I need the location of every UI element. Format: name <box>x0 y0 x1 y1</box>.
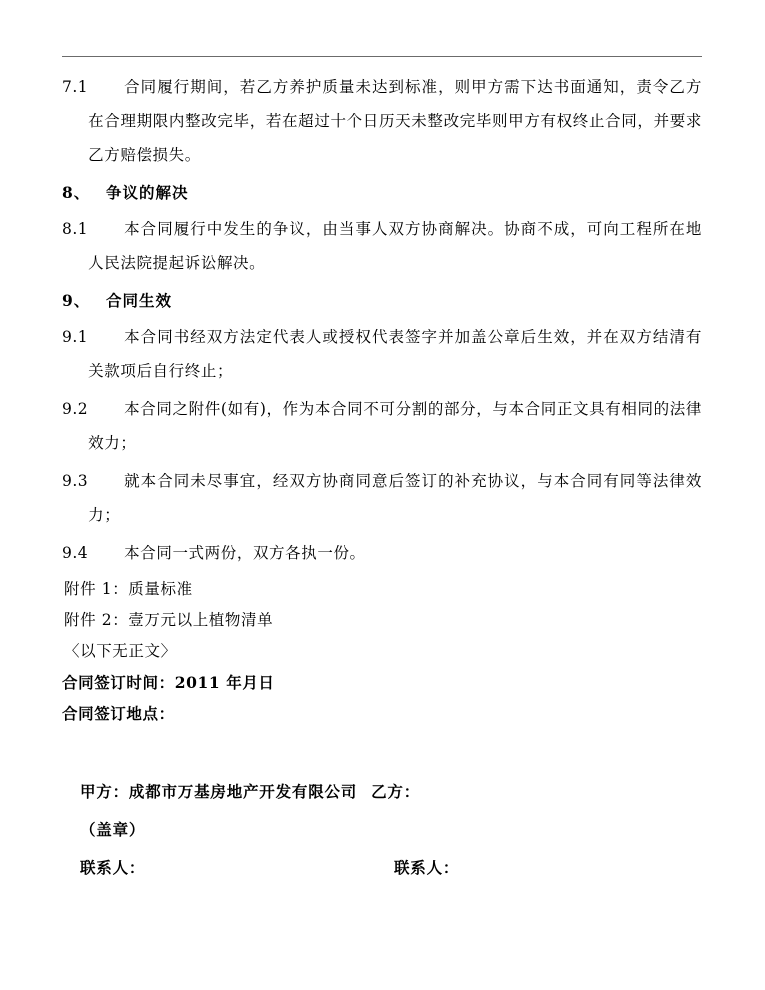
section-number: 9、 <box>62 291 91 310</box>
document-body <box>62 70 702 887</box>
contacts-row <box>62 849 702 887</box>
section-heading-8 <box>62 176 702 210</box>
paragraph-7-1 <box>62 70 702 172</box>
paragraph-9-1 <box>62 320 702 388</box>
attachment-line-1: 附件 1：质量标准 <box>64 580 193 598</box>
seal-note: （盖章） <box>80 820 146 839</box>
section-title: 争议的解决 <box>106 183 189 202</box>
seal-row <box>62 811 702 849</box>
paragraph-text: 本合同书经双方法定代表人或授权代表签字并加盖公章后生效，并在双方结清有关款项后自行终止； <box>88 328 702 380</box>
contact-a-label: 联系人： <box>80 858 146 877</box>
section-number: 8、 <box>62 183 91 202</box>
section-heading-9 <box>62 284 702 318</box>
paragraph-8-1 <box>62 212 702 280</box>
section-title: 合同生效 <box>106 291 173 310</box>
paragraph-9-4 <box>62 536 702 570</box>
paragraph-text: 本合同之附件(如有)，作为本合同不可分割的部分，与本合同正文具有相同的法律效力； <box>88 400 702 452</box>
paragraph-text: 合同履行期间，若乙方养护质量未达到标准，则甲方需下达书面通知，责令乙方在合理期限内整改完毕，若在超过十个日历天未整改完毕则甲方有权终止合同，并要求乙方赔偿损失。 <box>88 78 702 164</box>
party-b-label: 乙方： <box>371 782 421 801</box>
paragraph-9-2 <box>62 392 702 460</box>
party-a-label: 甲方：成都市万基房地产开发有限公司 <box>80 782 358 801</box>
parties-row <box>62 773 702 811</box>
signing-date: 合同签订时间：2011 年月日 <box>62 673 275 692</box>
paragraph-number: 9.3 <box>62 472 89 490</box>
signature-block <box>62 773 702 887</box>
paragraph-9-3 <box>62 464 702 532</box>
signing-place: 合同签订地点： <box>62 704 175 723</box>
paragraph-number: 9.4 <box>62 544 89 562</box>
paragraph-text: 就本合同未尽事宜，经双方协商同意后签订的补充协议，与本合同有同等法律效力； <box>88 472 702 524</box>
no-further-text-note: 〈以下无正文〉 <box>64 642 177 660</box>
paragraph-text: 本合同履行中发生的争议，由当事人双方协商解决。协商不成，可向工程所在地人民法院提起诉讼解决。 <box>88 220 702 272</box>
attachment-line-2: 附件 2：壹万元以上植物清单 <box>64 611 274 629</box>
contact-b-label: 联系人： <box>394 858 460 877</box>
paragraph-number: 7.1 <box>62 78 89 96</box>
paragraph-number: 9.2 <box>62 400 89 418</box>
header-divider <box>62 56 702 57</box>
paragraph-number: 9.1 <box>62 328 89 346</box>
paragraph-text: 本合同一式两份，双方各执一份。 <box>124 544 366 562</box>
paragraph-number: 8.1 <box>62 220 89 238</box>
